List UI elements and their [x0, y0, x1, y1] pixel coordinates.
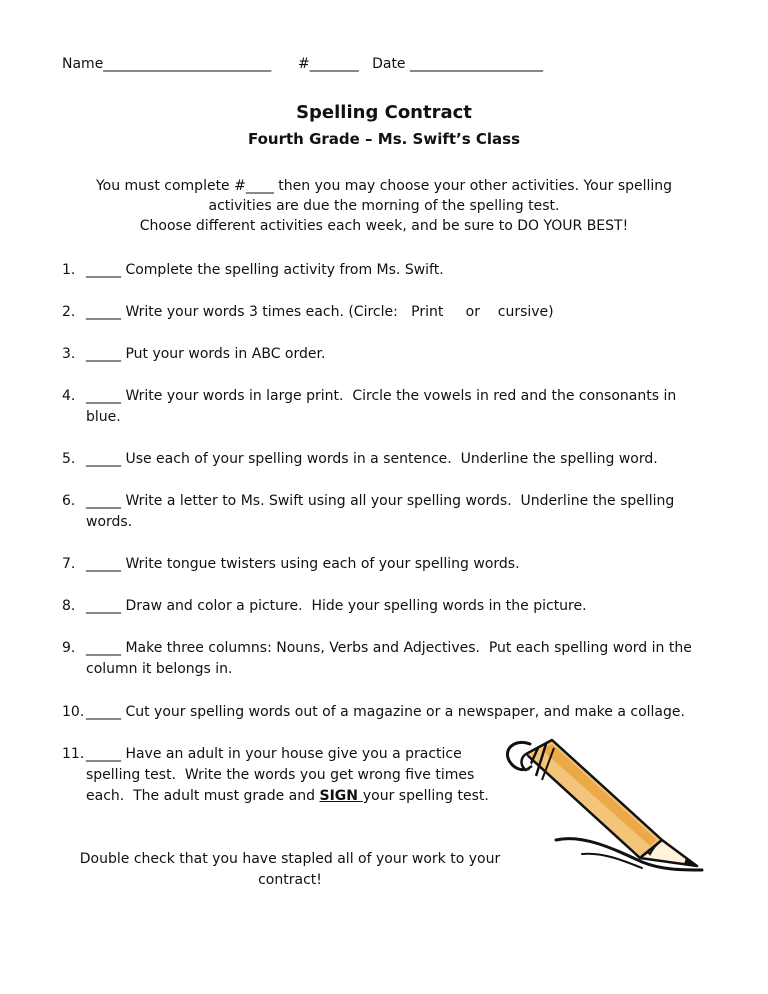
activity-item-5 — [62, 449, 712, 470]
activity-item-7 — [62, 554, 712, 575]
item-number: 9. — [62, 640, 76, 656]
item-text: _____ Use each of your spelling words in a sentence. Underline the spelling word. — [86, 451, 658, 467]
activity-item-6 — [62, 491, 712, 533]
instructions-line-1: You must complete #____ then you may choose your other activities. Your spelling — [95, 178, 673, 194]
item-text — [86, 744, 502, 807]
page-subtitle: Fourth Grade – Ms. Swift’s Class — [247, 130, 521, 148]
item-text: _____ Put your words in ABC order. — [86, 346, 326, 362]
closing-note — [70, 849, 510, 891]
item-number: 10. — [62, 704, 85, 720]
activity-item-3 — [62, 344, 712, 365]
header-fields: Name________________________ #_______ Date ___________________ — [62, 56, 543, 72]
item-number: 2. — [62, 304, 76, 320]
item-11-line-1: _____ Have an adult in your house give you a practice — [86, 746, 462, 762]
item-text: _____ Write your words in large print. Circle the vowels in red and the consonants in blue. — [86, 388, 677, 425]
item-text: _____ Write your words 3 times each. (Circle: Print or cursive) — [86, 304, 554, 320]
item-number: 11. — [62, 746, 85, 762]
activity-item-2 — [62, 302, 712, 323]
activity-item-11 — [62, 744, 502, 807]
item-text: _____ Draw and color a picture. Hide your spelling words in the picture. — [86, 598, 587, 614]
item-number: 5. — [62, 451, 76, 467]
item-number: 1. — [62, 262, 76, 278]
instructions-line-3: Choose different activities each week, and be sure to DO YOUR BEST! — [139, 218, 629, 234]
activity-item-1 — [62, 260, 712, 281]
instructions-line-2: activities are due the morning of the spelling test. — [208, 198, 560, 214]
item-number: 7. — [62, 556, 76, 572]
activity-item-10 — [62, 702, 712, 723]
item-text: _____ Make three columns: Nouns, Verbs and Adjectives. Put each spelling word in the column it belongs in. — [86, 640, 692, 677]
instructions — [60, 176, 708, 236]
closing-line-2: contract! — [258, 872, 322, 888]
item-text: _____ Complete the spelling activity from Ms. Swift. — [86, 262, 444, 278]
pencil-icon — [492, 730, 722, 880]
item-11-line-3-pre: each. The adult must grade and — [86, 788, 320, 804]
item-number: 6. — [62, 493, 76, 509]
activity-item-9 — [62, 638, 712, 680]
item-11-line-2: spelling test. Write the words you get wrong five times — [86, 767, 475, 783]
activity-item-8 — [62, 596, 712, 617]
item-11-line-3-post: your spelling test. — [362, 788, 489, 804]
item-text: _____ Cut your spelling words out of a magazine or a newspaper, and make a collage. — [86, 704, 685, 720]
item-number: 4. — [62, 388, 76, 404]
item-text: _____ Write tongue twisters using each of your spelling words. — [86, 556, 520, 572]
item-number: 3. — [62, 346, 76, 362]
sign-emphasis: SIGN — [319, 788, 363, 804]
item-number: 8. — [62, 598, 76, 614]
item-text: _____ Write a letter to Ms. Swift using all your spelling words. Underline the spelling words. — [86, 493, 675, 530]
page-title: Spelling Contract — [296, 102, 472, 123]
closing-line-1: Double check that you have stapled all of your work to your — [79, 851, 501, 867]
activity-item-4 — [62, 386, 712, 428]
